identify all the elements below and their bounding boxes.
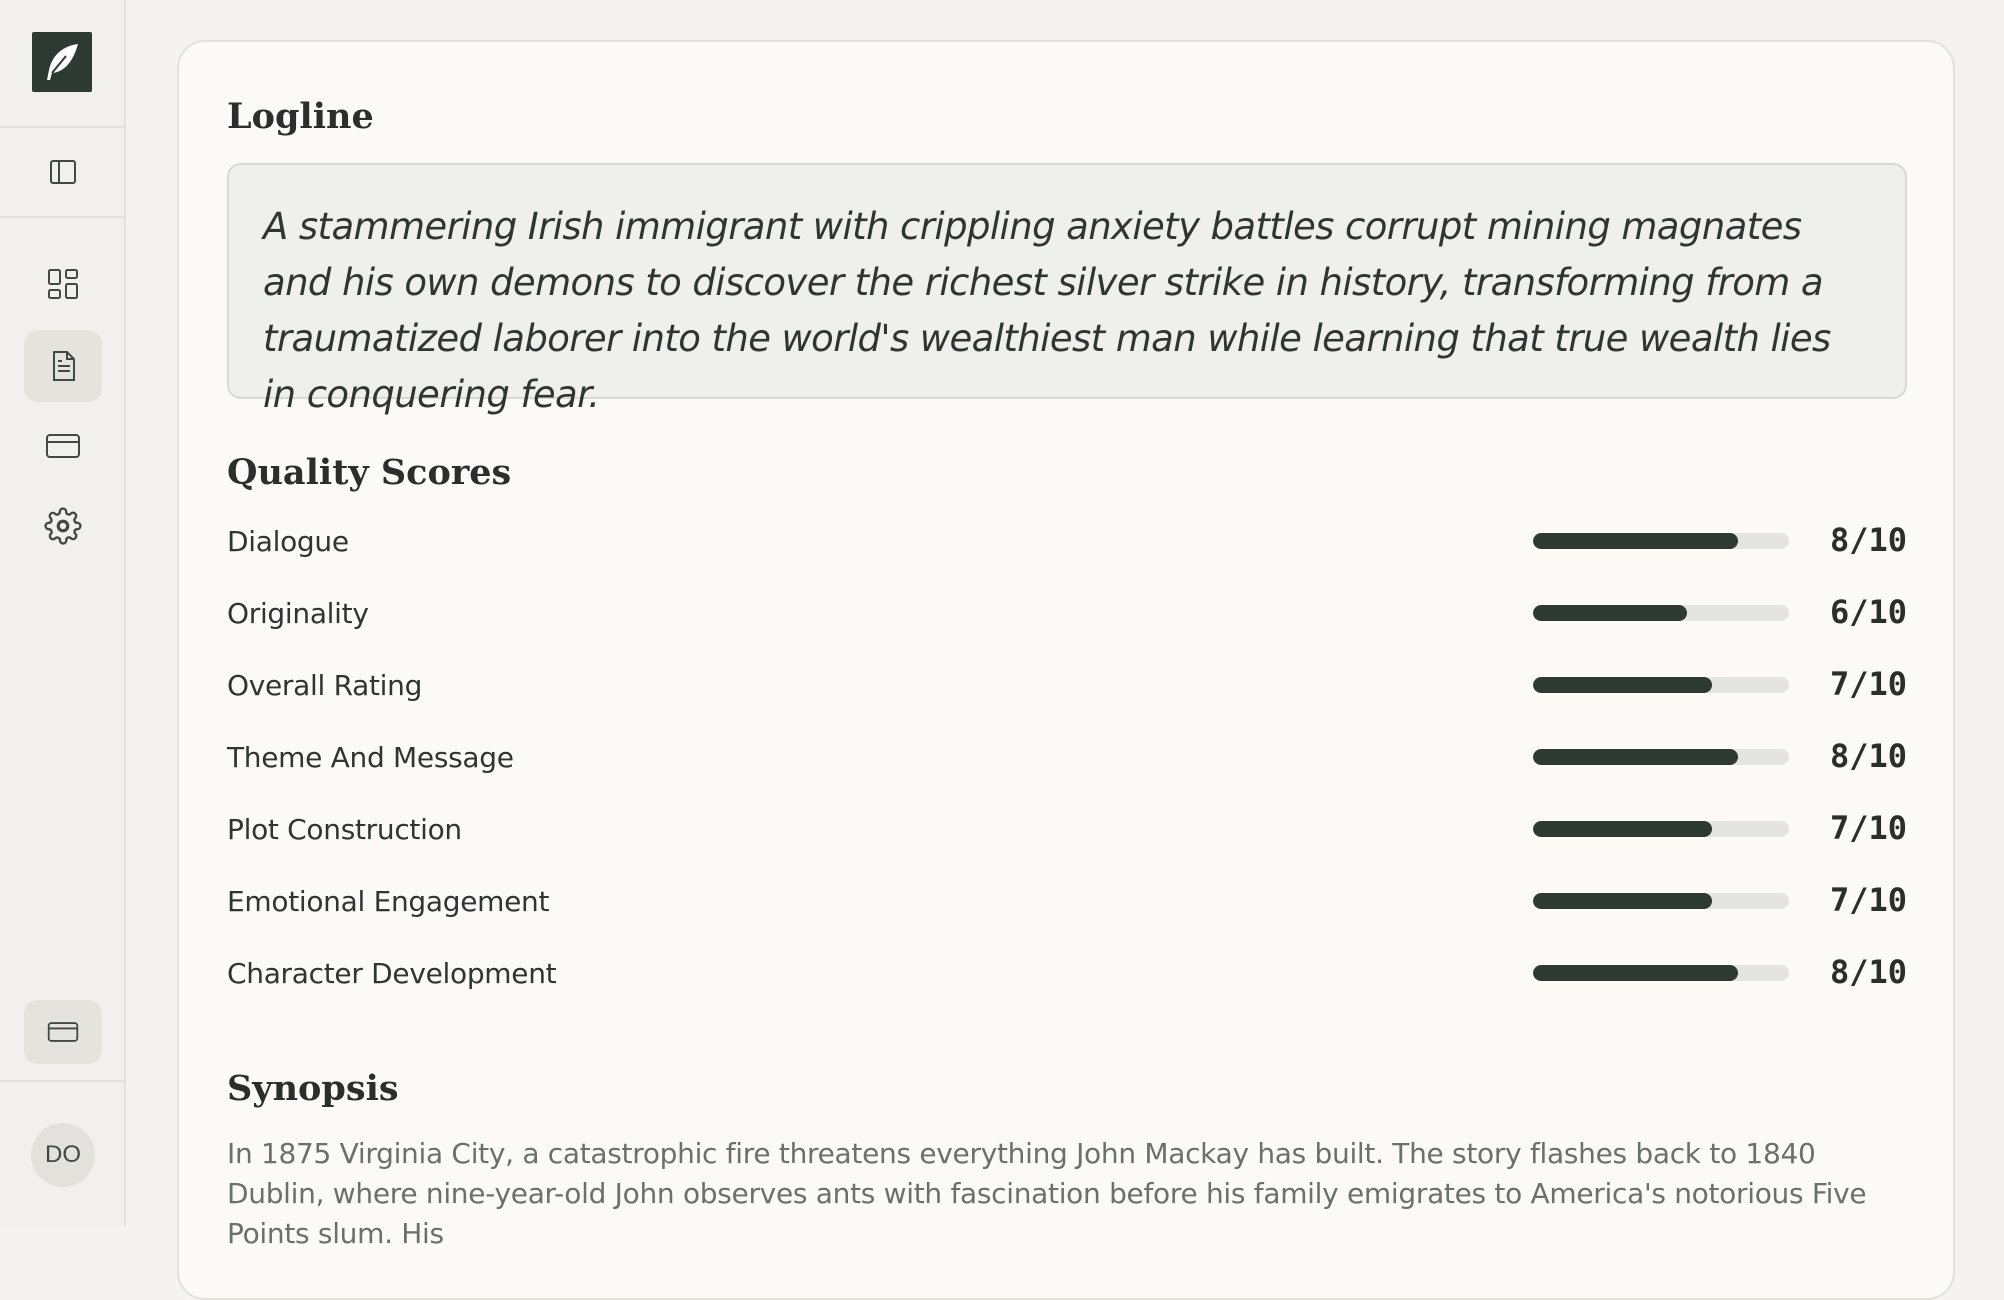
sidebar-toggle-icon <box>47 156 79 188</box>
score-bar-track <box>1533 893 1789 909</box>
score-bar-fill <box>1533 677 1712 693</box>
sidebar-divider <box>0 216 124 218</box>
synopsis-title: Synopsis <box>227 1068 399 1109</box>
logline-text: A stammering Irish immigrant with crippling anxiety battles corrupt mining magnates and his own demons to discover the richest silver strike in history, transforming from a traumatized laborer into the world's wealthiest man while learning that true wealth lies in conquering fear. <box>263 205 1831 416</box>
synopsis-text: In 1875 Virginia City, a catastrophic fire threatens everything John Mackay has built. The story flashes back to 1840 Dublin, where nine-year-old John observes ants with fascination before his family emigrates to America's notorious Five Points slum. His <box>227 1137 1867 1250</box>
score-bar-fill <box>1533 749 1738 765</box>
sidebar <box>0 0 126 1226</box>
score-row <box>227 663 1907 707</box>
logline-box <box>227 163 1907 416</box>
score-label: Plot Construction <box>227 813 462 846</box>
score-value: 7/10 <box>1829 809 1907 847</box>
gear-icon <box>44 507 82 545</box>
score-value: 7/10 <box>1829 665 1907 703</box>
score-bar-track <box>1533 677 1789 693</box>
analysis-card <box>177 40 1955 1300</box>
sidebar-divider <box>0 126 124 128</box>
nav-dashboard[interactable] <box>24 248 102 320</box>
score-bar-track <box>1533 821 1789 837</box>
score-label: Originality <box>227 597 369 630</box>
credit-card-icon <box>46 1015 80 1049</box>
score-row <box>227 807 1907 851</box>
document-icon <box>45 348 81 384</box>
score-bar-track <box>1533 965 1789 981</box>
score-value: 8/10 <box>1829 737 1907 775</box>
nav-documents[interactable] <box>24 330 102 402</box>
score-bar-fill <box>1533 893 1712 909</box>
nav-settings[interactable] <box>24 490 102 562</box>
sidebar-divider <box>0 1080 124 1082</box>
score-bar-track <box>1533 533 1789 549</box>
feather-icon <box>40 40 84 84</box>
billing-shortcut-button[interactable] <box>24 1000 102 1064</box>
score-label: Theme And Message <box>227 741 514 774</box>
logline-title: Logline <box>227 96 374 137</box>
score-bar-track <box>1533 605 1789 621</box>
credit-card-icon <box>44 427 82 465</box>
score-bar-fill <box>1533 965 1738 981</box>
score-value: 8/10 <box>1829 521 1907 559</box>
score-label: Character Development <box>227 957 557 990</box>
nav-billing[interactable] <box>24 410 102 482</box>
score-row <box>227 951 1907 995</box>
score-bar-fill <box>1533 821 1712 837</box>
score-value: 6/10 <box>1829 593 1907 631</box>
score-bar-fill <box>1533 533 1738 549</box>
score-row <box>227 879 1907 923</box>
score-label: Emotional Engagement <box>227 885 550 918</box>
sidebar-toggle-button[interactable] <box>24 136 102 208</box>
score-row <box>227 591 1907 635</box>
score-row <box>227 735 1907 779</box>
score-value: 8/10 <box>1829 953 1907 991</box>
score-value: 7/10 <box>1829 881 1907 919</box>
user-avatar[interactable]: DO <box>31 1123 95 1187</box>
score-label: Dialogue <box>227 525 349 558</box>
app-logo[interactable] <box>32 32 92 92</box>
score-label: Overall Rating <box>227 669 423 702</box>
score-row <box>227 519 1907 563</box>
quality-scores-title: Quality Scores <box>227 452 512 493</box>
dashboard-icon <box>45 266 81 302</box>
score-bar-track <box>1533 749 1789 765</box>
score-bar-fill <box>1533 605 1687 621</box>
